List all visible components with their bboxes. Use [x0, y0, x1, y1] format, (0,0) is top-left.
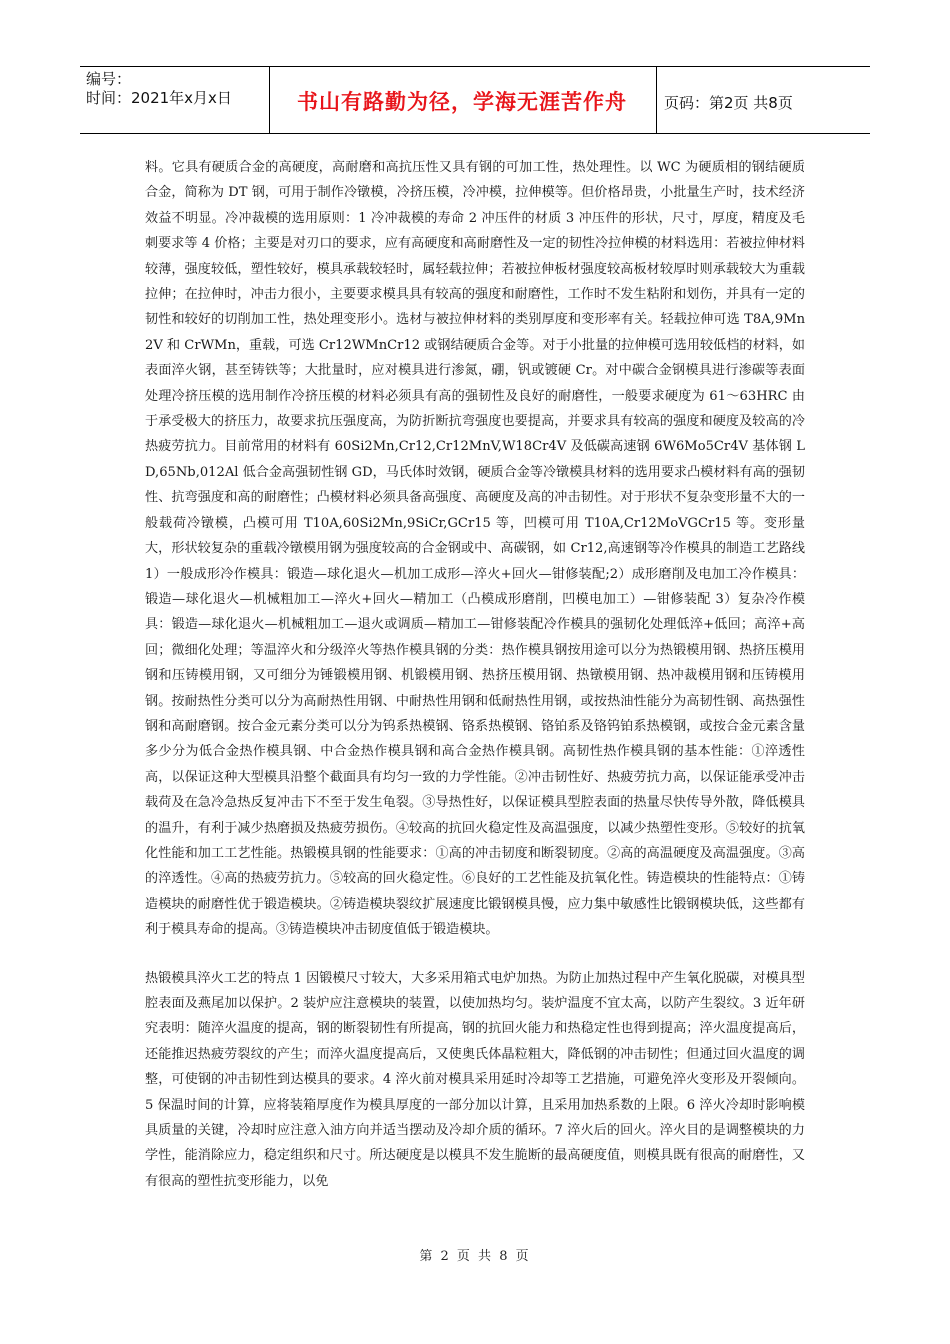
page-header [80, 66, 870, 134]
header-divider-right [656, 66, 657, 134]
document-body [145, 155, 805, 1194]
header-divider-left [269, 66, 270, 134]
header-bottom-rule [80, 133, 870, 134]
header-page-info: 页码：第2页 共8页 [664, 94, 793, 112]
header-meta [86, 70, 232, 108]
body-paragraph: 料。它具有硬质合金的高硬度，高耐磨和高抗压性又具有钢的可加工性，热处理性。以 WC 为硬质相的钢结硬质合金，简称为 DT 钢，可用于制作冷镦模，冷挤压模，冷冲模，拉伸模等。但价格昂贵，小批量生产时，技术经济效益不明显。冷冲裁模的选用原则：1 冷冲裁模的寿命 2 冲压件的材质 3 冲压件的形状，尺寸，厚度，精度及毛刺要求等 4 价格；主要是对刃口的要求，应有高硬度和高耐磨性及一定的韧性冷拉伸模的材料选用：若被拉伸材料较薄，强度较低，塑性较好，模具承载较轻时，属轻载拉伸；若被拉伸板材强度较高板材较厚时则承载较大为重载拉伸；在拉伸时，冲击力很小，主要要求模具具有较高的强度和耐磨性，工作时不发生粘附和划伤，并具有一定的韧性和较好的切削加工性，热处理变形小。选材与被拉伸材料的类别厚度和变形率有关。轻载拉伸可选 T8A,9Mn2V 和 CrWMn，重载，可选 Cr12WMnCr12 或钢结硬质合金等。对于小批量的拉伸模可选用较低档的材料，如表面淬火钢，甚至铸铁等；大批量时，应对模具进行渗氮，硼，钒或镀硬 Cr。对中碳合金钢模具进行渗碳等表面处理冷挤压模的选用制作冷挤压模的材料必须具有高的强韧性及良好的耐磨性，一般要求硬度为 61～63HRC 由于承受极大的挤压力，故要求抗压强度高，为防折断抗弯强度也要提高，并要求具有较高的强度和硬度及较高的冷热疲劳抗力。目前常用的材料有 60Si2Mn,Cr12,Cr12MnV,W18Cr4V 及低碳高速钢 6W6Mo5Cr4V 基体钢 LD,65Nb,012Al 低合金高强韧性钢 GD，马氏体时效钢，硬质合金等冷镦模具材料的选用要求凸模材料有高的强韧性、抗弯强度和高的耐磨性；凸模材料必须具备高强度、高硬度及高的冲击韧性。对于形状不复杂变形量不大的一般载荷冷镦模，凸模可用 T10A,60Si2Mn,9SiCr,GCr15 等，凹模可用 T10A,Cr12MoVGCr15 等。变形量大，形状较复杂的重载冷镦模用钢为强度较高的合金钢或中、高碳钢，如 Cr12,高速钢等冷作模具的制造工艺路线 1）一般成形冷作模具：锻造—球化退火—机加工成形—淬火+回火—钳修装配;2）成形磨削及电加工冷作模具：锻造—球化退火—机械粗加工—淬火+回火—精加工（凸模成形磨削，凹模电加工）—钳修装配 3）复杂冷作模具：锻造—球化退火—机械粗加工—退火或调质—精加工—钳修装配冷作模具的强韧化处理低淬+低回；高淬+高回；微细化处理；等温淬火和分级淬火等热作模具钢的分类：热作模具钢按用途可以分为热锻模用钢、热挤压模用钢和压铸模用钢，又可细分为锤锻模用钢、机锻模用钢、热挤压模用钢、热镦模用钢、热冲裁模用钢和压铸模用钢。按耐热性分类可以分为高耐热性用钢、中耐热性用钢和低耐热性用钢，或按热油性能分为高韧性钢、高热强性钢和高耐磨钢。按合金元素分类可以分为钨系热模钢、铬系热模钢、铬铂系及铬钨铂系热模钢，或按合金元素含量多少分为低合金热作模具钢、中合金热作模具钢和高合金热作模具钢。高韧性热作模具钢的基本性能：①淬透性高，以保证这种大型模具沿整个截面具有均匀一致的力学性能。②冲击韧性好、热疲劳抗力高，以保证能承受冲击载荷及在急冷急热反复冲击下不至于发生龟裂。③导热性好，以保证模具型腔表面的热量尽快传导外散，降低模具的温升，有利于减少热磨损及热疲劳损伤。④较高的抗回火稳定性及高温强度，以减少热塑性变形。⑤较好的抗氧化性能和加工工艺性能。热锻模具钢的性能要求：①高的冲击韧度和断裂韧度。②高的高温硬度及高温强度。③高的淬透性。④高的热疲劳抗力。⑤较高的回火稳定性。⑥良好的工艺性能及抗氧化性。铸造模块的性能特点：①铸造模块的耐磨性优于锻造模块。②铸造模块裂纹扩展速度比锻钢模具慢，应力集中敏感性比锻钢模块低，这些都有利于模具寿命的提高。③铸造模块冲击韧度值低于锻造模块。 [145, 160, 805, 938]
header-slogan: 书山有路勤为径，学海无涯苦作舟 [297, 90, 627, 114]
header-top-rule [80, 66, 870, 67]
document-time-label: 时间：2021年x月x日 [86, 89, 232, 107]
page-footer: 第 2 页 共 8 页 [419, 1249, 531, 1264]
document-number-label: 编号： [86, 70, 132, 88]
body-paragraph: 热锻模具淬火工艺的特点 1 因锻模尺寸较大，大多采用箱式电炉加热。为防止加热过程中产生氧化脱碳，对模具型腔表面及燕尾加以保护。2 装炉应注意模块的装置，以使加热均匀。装炉温度不宜太高，以防产生裂纹。3 近年研究表明：随淬火温度的提高，钢的断裂韧性有所提高，钢的抗回火能力和热稳定性也得到提高；淬火温度提高后，还能推迟热疲劳裂纹的产生；而淬火温度提高后，又使奥氏体晶粒粗大，降低钢的冲击韧性；但通过回火温度的调整，可使钢的冲击韧性到达模具的要求。4 淬火前对模具采用延时冷却等工艺措施，可避免淬火变形及开裂倾向。5 保温时间的计算，应将装箱厚度作为模具厚度的一部分加以计算，且采用加热系数的上限。6 淬火冷却时影响模具质量的关键，冷却时应注意入油方向并适当摆动及冷却介质的循环。7 淬火后的回火。淬火目的是调整模块的力学性，能消除应力，稳定组织和尺寸。所达硬度是以模具不发生脆断的最高硬度值，则模具既有很高的耐磨性，又有很高的塑性抗变形能力，以免 [145, 970, 805, 1189]
